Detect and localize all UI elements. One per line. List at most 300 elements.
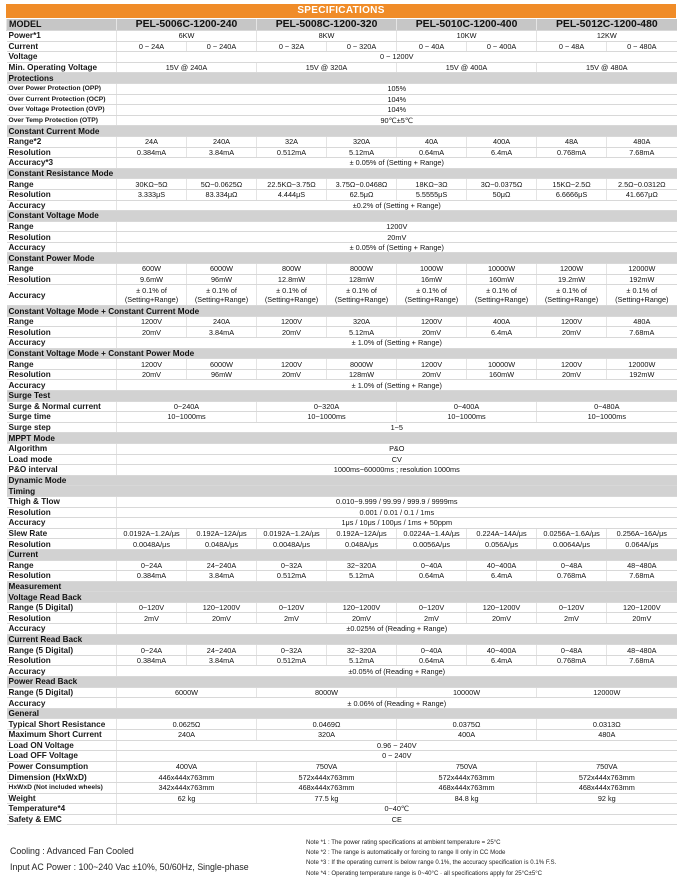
spec-value: 2.5Ω~0.0312Ω <box>607 179 677 190</box>
model-label: MODEL <box>7 19 117 31</box>
spec-value: 32~320A <box>327 645 397 656</box>
spec-label: Accuracy <box>7 200 117 211</box>
spec-value: 12000W <box>607 264 677 275</box>
spec-row <box>7 62 677 73</box>
spec-value: 160mW <box>467 274 537 285</box>
spec-value: 320A <box>327 316 397 327</box>
spec-row <box>7 698 677 709</box>
spec-value: 0 ~ 320A <box>327 41 397 52</box>
spec-value: 120~1200V <box>467 602 537 613</box>
spec-value: 0.192A~12A/μs <box>187 528 257 539</box>
spec-value: 446x444x763mm <box>117 772 257 783</box>
spec-value: 10000W <box>397 687 537 698</box>
spec-row <box>7 761 677 772</box>
spec-value: 5Ω~0.0625Ω <box>187 179 257 190</box>
spec-value: 0.0256A~1.6A/μs <box>537 528 607 539</box>
spec-label: Resolution <box>7 232 117 243</box>
spec-value: 3Ω~0.0375Ω <box>467 179 537 190</box>
spec-value: 20mV <box>537 369 607 380</box>
spec-value: 20mV <box>607 613 677 624</box>
spec-row <box>7 496 677 507</box>
spec-value: 10000W <box>467 264 537 275</box>
spec-value: ±0.05% of (Reading + Range) <box>117 666 677 677</box>
spec-value: 8000W <box>327 264 397 275</box>
spec-row <box>7 369 677 380</box>
spec-value: ± 0.1% of (Setting+Range) <box>537 285 607 306</box>
spec-value: 0~320A <box>257 401 397 412</box>
spec-value: 0 ~ 480A <box>607 41 677 52</box>
spec-value: 1000W <box>397 264 467 275</box>
spec-value: 16mW <box>397 274 467 285</box>
spec-value: 2mV <box>257 613 327 624</box>
spec-value: 1200V <box>537 316 607 327</box>
spec-label: Temperature*4 <box>7 804 117 815</box>
spec-body <box>7 19 677 825</box>
spec-value: 572x444x763mm <box>537 772 677 783</box>
spec-label: Range*2 <box>7 136 117 147</box>
section-title: Constant Voltage Mode <box>7 211 677 222</box>
spec-value: 4.444μS <box>257 189 327 200</box>
spec-value: 15V @ 240A <box>117 62 257 73</box>
spec-value: 10~1000ms <box>257 412 397 423</box>
spec-value: 1200V <box>257 316 327 327</box>
spec-label: Voltage <box>7 52 117 63</box>
spec-label: Min. Operating Voltage <box>7 62 117 73</box>
spec-value: 90℃±5℃ <box>117 115 677 126</box>
spec-value: 480A <box>607 316 677 327</box>
spec-value: 10~1000ms <box>117 412 257 423</box>
spec-label: Range (5 Digital) <box>7 687 117 698</box>
section-header-row <box>7 433 677 444</box>
spec-label: Over Current Protection (OCP) <box>7 94 117 105</box>
spec-value: 0.056A/μs <box>467 539 537 550</box>
section-header-row <box>7 634 677 645</box>
spec-value: 0~480A <box>537 401 677 412</box>
spec-row <box>7 264 677 275</box>
spec-value: 0~40A <box>397 560 467 571</box>
spec-value: 750VA <box>537 761 677 772</box>
spec-note: Note *1 : The power rating specifications at ambient temperature = 25°C <box>306 839 501 846</box>
spec-row <box>7 804 677 815</box>
spec-value: 96mW <box>187 274 257 285</box>
spec-value: 7.68mA <box>607 147 677 158</box>
spec-value: 9.6mW <box>117 274 187 285</box>
spec-label: Accuracy <box>7 338 117 349</box>
spec-row <box>7 136 677 147</box>
section-header-row <box>7 253 677 264</box>
spec-value: 572x444x763mm <box>257 772 397 783</box>
spec-value: 400A <box>467 316 537 327</box>
spec-label: Range <box>7 560 117 571</box>
spec-value: 120~1200V <box>607 602 677 613</box>
spec-row <box>7 105 677 116</box>
spec-value: 50μΩ <box>467 189 537 200</box>
spec-value: 20mV <box>257 369 327 380</box>
section-header-row <box>7 592 677 603</box>
spec-value: 192mW <box>607 274 677 285</box>
spec-value: 800W <box>257 264 327 275</box>
spec-value: 1200V <box>117 359 187 370</box>
spec-row <box>7 645 677 656</box>
spec-value: 400A <box>397 730 537 741</box>
section-title: Protections <box>7 73 677 84</box>
spec-label: Load mode <box>7 454 117 465</box>
section-header-row <box>7 708 677 719</box>
spec-value: 15V @ 320A <box>257 62 397 73</box>
spec-label: Power*1 <box>7 31 117 42</box>
spec-value: 0.010~9.999 / 99.99 / 999.9 / 9999ms <box>117 496 677 507</box>
spec-value: 104% <box>117 94 677 105</box>
spec-value: 0~32A <box>257 560 327 571</box>
spec-row <box>7 814 677 825</box>
spec-value: 320A <box>257 730 397 741</box>
spec-label: Range <box>7 221 117 232</box>
section-header-row <box>7 168 677 179</box>
spec-value: 32A <box>257 136 327 147</box>
spec-value: 5.12mA <box>327 655 397 666</box>
spec-value: 5.12mA <box>327 327 397 338</box>
spec-label: Resolution <box>7 327 117 338</box>
spec-value: 20mV <box>397 369 467 380</box>
spec-label: Range <box>7 179 117 190</box>
spec-label: Range (5 Digital) <box>7 602 117 613</box>
spec-value: 0~120V <box>537 602 607 613</box>
spec-value: 3.84mA <box>187 327 257 338</box>
spec-value: 6000W <box>187 264 257 275</box>
spec-value: 0.192A~12A/μs <box>327 528 397 539</box>
spec-value: 0.512mA <box>257 147 327 158</box>
spec-row <box>7 285 677 306</box>
spec-value: 468x444x763mm <box>537 782 677 793</box>
spec-value: ± 0.06% of (Reading + Range) <box>117 698 677 709</box>
spec-label: Over Power Protection (OPP) <box>7 83 117 94</box>
spec-value: 240A <box>187 316 257 327</box>
spec-label: Accuracy <box>7 624 117 635</box>
spec-row <box>7 380 677 391</box>
spec-label: Accuracy <box>7 380 117 391</box>
section-header-row <box>7 581 677 592</box>
spec-value: 1200V <box>397 316 467 327</box>
spec-value: 0~120V <box>397 602 467 613</box>
spec-value: 1200V <box>537 359 607 370</box>
spec-label: Current <box>7 41 117 52</box>
spec-value: 0~48A <box>537 645 607 656</box>
spec-value: 0 ~ 400A <box>467 41 537 52</box>
spec-value: 84.8 kg <box>397 793 537 804</box>
spec-label: Resolution <box>7 655 117 666</box>
spec-value: 12.8mW <box>257 274 327 285</box>
section-title: Current Read Back <box>7 634 677 645</box>
spec-value: 320A <box>327 136 397 147</box>
spec-row <box>7 41 677 52</box>
section-title: Constant Resistance Mode <box>7 168 677 179</box>
spec-value: 342x444x763mm <box>117 782 257 793</box>
spec-value: 10~1000ms <box>537 412 677 423</box>
spec-value: ± 0.05% of (Setting + Range) <box>117 242 677 253</box>
section-header-row <box>7 73 677 84</box>
spec-value: 400A <box>467 136 537 147</box>
spec-value: ± 0.1% of (Setting+Range) <box>327 285 397 306</box>
spec-value: 12000W <box>537 687 677 698</box>
model-header-row <box>7 19 677 31</box>
spec-value: 0.0375Ω <box>397 719 537 730</box>
spec-value: 0 ~ 240A <box>187 41 257 52</box>
specifications-table <box>6 19 677 825</box>
spec-row <box>7 740 677 751</box>
spec-row <box>7 52 677 63</box>
spec-value: 128mW <box>327 369 397 380</box>
spec-row <box>7 571 677 582</box>
spec-label: Resolution <box>7 274 117 285</box>
spec-row <box>7 31 677 42</box>
spec-label: Resolution <box>7 613 117 624</box>
spec-value: ± 1.0% of (Setting + Range) <box>117 338 677 349</box>
section-title: Constant Voltage Mode + Constant Power Mode <box>7 348 677 359</box>
spec-row <box>7 359 677 370</box>
spec-value: 8000W <box>257 687 397 698</box>
spec-value: 105% <box>117 83 677 94</box>
spec-value: 1μs / 10μs / 100μs / 1ms + 50ppm <box>117 518 677 529</box>
spec-value: 1200V <box>117 221 677 232</box>
section-header-row <box>7 306 677 317</box>
spec-value: 3.84mA <box>187 147 257 158</box>
spec-value: 30KΩ~5Ω <box>117 179 187 190</box>
input-power-info: Input AC Power : 100~240 Vac ±10%, 50/60Hz, Single-phase <box>10 862 249 872</box>
spec-label: Surge step <box>7 422 117 433</box>
spec-row <box>7 147 677 158</box>
spec-value: 0.0056A/μs <box>397 539 467 550</box>
spec-value: 20mV <box>187 613 257 624</box>
spec-value: ± 0.1% of (Setting+Range) <box>187 285 257 306</box>
spec-row <box>7 83 677 94</box>
spec-value: 7.68mA <box>607 327 677 338</box>
spec-value: 0.384mA <box>117 655 187 666</box>
section-title: Surge Test <box>7 391 677 402</box>
spec-value: 0.0064A/μs <box>537 539 607 550</box>
spec-value: 120~1200V <box>327 602 397 613</box>
spec-value: 20mV <box>117 232 677 243</box>
spec-row <box>7 518 677 529</box>
spec-row <box>7 687 677 698</box>
spec-value: 2mV <box>117 613 187 624</box>
spec-value: 62.5μΩ <box>327 189 397 200</box>
spec-value: 0 ~ 1200V <box>117 52 677 63</box>
spec-label: Resolution <box>7 147 117 158</box>
spec-value: 400VA <box>117 761 257 772</box>
spec-value: 32~320A <box>327 560 397 571</box>
spec-value: ± 0.1% of (Setting+Range) <box>467 285 537 306</box>
spec-value: 0.384mA <box>117 571 187 582</box>
spec-value: 0~120V <box>257 602 327 613</box>
spec-value: 20mV <box>467 613 537 624</box>
spec-value: 20mV <box>257 327 327 338</box>
section-title: Constant Voltage Mode + Constant Current Mode <box>7 306 677 317</box>
spec-label: Thigh & Tlow <box>7 496 117 507</box>
spec-label: Dimension (HxWxD) <box>7 772 117 783</box>
spec-value: 192mW <box>607 369 677 380</box>
spec-value: 83.334μΩ <box>187 189 257 200</box>
spec-value: 0.768mA <box>537 147 607 158</box>
spec-value: ± 0.1% of (Setting+Range) <box>607 285 677 306</box>
spec-row <box>7 412 677 423</box>
spec-value: 0.512mA <box>257 655 327 666</box>
spec-label: Maximum Short Current <box>7 730 117 741</box>
spec-value: 2mV <box>537 613 607 624</box>
spec-row <box>7 422 677 433</box>
spec-value: 0 ~ 240V <box>117 751 677 762</box>
spec-value: 572x444x763mm <box>397 772 537 783</box>
spec-value: 0~24A <box>117 560 187 571</box>
spec-value: 62 kg <box>117 793 257 804</box>
spec-value: 48A <box>537 136 607 147</box>
spec-value: 0.96 ~ 240V <box>117 740 677 751</box>
section-title: Dynamic Mode <box>7 475 677 486</box>
spec-value: 0.256A~16A/μs <box>607 528 677 539</box>
spec-label: Algorithm <box>7 443 117 454</box>
cooling-info: Cooling : Advanced Fan Cooled <box>10 846 134 856</box>
spec-row <box>7 624 677 635</box>
spec-row <box>7 232 677 243</box>
spec-value: 1~5 <box>117 422 677 433</box>
spec-value: 24~240A <box>187 645 257 656</box>
spec-row <box>7 719 677 730</box>
model-name: PEL-5008C-1200-320 <box>257 19 397 31</box>
spec-value: 41.667μΩ <box>607 189 677 200</box>
spec-value: CV <box>117 454 677 465</box>
spec-label: Power Consumption <box>7 761 117 772</box>
spec-note: Note *4 : Operating temperature range is 0~40°C · all specifications apply for 25°C±5°C <box>306 869 543 877</box>
spec-value: 10KW <box>397 31 537 42</box>
spec-value: 480A <box>607 136 677 147</box>
spec-label: Safety & EMC <box>7 814 117 825</box>
spec-value: 40~400A <box>467 645 537 656</box>
spec-note: Note *2 : The range is automatically or forcing to range II only in CC Mode <box>306 849 506 857</box>
spec-label: Resolution <box>7 571 117 582</box>
spec-value: 2mV <box>397 613 467 624</box>
spec-label: Resolution <box>7 539 117 550</box>
spec-row <box>7 443 677 454</box>
spec-label: Load OFF Voltage <box>7 751 117 762</box>
spec-value: 48~480A <box>607 560 677 571</box>
spec-notes <box>306 838 556 879</box>
spec-row <box>7 613 677 624</box>
spec-value: 480A <box>537 730 677 741</box>
spec-value: 20mV <box>117 369 187 380</box>
section-title: General <box>7 708 677 719</box>
spec-row <box>7 528 677 539</box>
spec-value: 1200V <box>117 316 187 327</box>
spec-row <box>7 338 677 349</box>
spec-value: 0.512mA <box>257 571 327 582</box>
section-header-row <box>7 475 677 486</box>
footer <box>6 838 676 880</box>
spec-value: 0 ~ 48A <box>537 41 607 52</box>
spec-value: 0.64mA <box>397 147 467 158</box>
spec-label: Accuracy <box>7 285 117 306</box>
spec-value: 92 kg <box>537 793 677 804</box>
spec-value: 0~32A <box>257 645 327 656</box>
spec-value: 0.768mA <box>537 655 607 666</box>
spec-value: 0~120V <box>117 602 187 613</box>
specifications-banner: SPECIFICATIONS <box>6 4 676 18</box>
spec-value: 0.001 / 0.01 / 0.1 / 1ms <box>117 507 677 518</box>
spec-value: 160mW <box>467 369 537 380</box>
spec-row <box>7 274 677 285</box>
spec-value: 0.048A/μs <box>187 539 257 550</box>
spec-value: 77.5 kg <box>257 793 397 804</box>
spec-value: 468x444x763mm <box>397 782 537 793</box>
spec-value: ± 0.1% of (Setting+Range) <box>117 285 187 306</box>
spec-row <box>7 221 677 232</box>
spec-value: 24A <box>117 136 187 147</box>
spec-value: 5.5555μS <box>397 189 467 200</box>
spec-value: 1000ms~60000ms ; resolution 1000ms <box>117 465 677 476</box>
spec-value: 20mV <box>537 327 607 338</box>
spec-row <box>7 560 677 571</box>
spec-row <box>7 655 677 666</box>
spec-label: Range <box>7 359 117 370</box>
spec-value: 0~40A <box>397 645 467 656</box>
spec-value: 24~240A <box>187 560 257 571</box>
spec-label: Range (5 Digital) <box>7 645 117 656</box>
section-title: Constant Current Mode <box>7 126 677 137</box>
spec-value: 0~240A <box>117 401 257 412</box>
spec-value: 5.12mA <box>327 571 397 582</box>
spec-label: Resolution <box>7 369 117 380</box>
spec-value: 0.0469Ω <box>257 719 397 730</box>
spec-value: 600W <box>117 264 187 275</box>
section-title: Power Read Back <box>7 677 677 688</box>
spec-value: 0.048A/μs <box>327 539 397 550</box>
section-header-row <box>7 677 677 688</box>
spec-value: 6000W <box>187 359 257 370</box>
spec-value: 0 ~ 24A <box>117 41 187 52</box>
spec-label: P&O interval <box>7 465 117 476</box>
spec-value: 0~24A <box>117 645 187 656</box>
spec-value: 10~1000ms <box>397 412 537 423</box>
spec-label: Over Voltage Protection (OVP) <box>7 105 117 116</box>
spec-value: 96mW <box>187 369 257 380</box>
spec-row <box>7 465 677 476</box>
spec-value: 0~40℃ <box>117 804 677 815</box>
spec-label: Accuracy*3 <box>7 158 117 169</box>
spec-row <box>7 200 677 211</box>
spec-value: ± 0.05% of (Setting + Range) <box>117 158 677 169</box>
spec-value: 40A <box>397 136 467 147</box>
spec-value: 0 ~ 40A <box>397 41 467 52</box>
spec-value: 20mV <box>117 327 187 338</box>
spec-value: 12000W <box>607 359 677 370</box>
spec-row <box>7 666 677 677</box>
spec-value: 19.2mW <box>537 274 607 285</box>
spec-label: Accuracy <box>7 666 117 677</box>
spec-label: Surge time <box>7 412 117 423</box>
spec-value: 0.0192A~1.2A/μs <box>257 528 327 539</box>
spec-row <box>7 539 677 550</box>
spec-value: 18KΩ~3Ω <box>397 179 467 190</box>
spec-value: 0~400A <box>397 401 537 412</box>
spec-value: 12KW <box>537 31 677 42</box>
spec-value: 240A <box>187 136 257 147</box>
spec-value: 0.768mA <box>537 571 607 582</box>
spec-value: 0 ~ 32A <box>257 41 327 52</box>
spec-row <box>7 751 677 762</box>
spec-value: P&O <box>117 443 677 454</box>
spec-value: 3.84mA <box>187 655 257 666</box>
spec-value: 22.5KΩ~3.75Ω <box>257 179 327 190</box>
spec-value: 5.12mA <box>327 147 397 158</box>
spec-value: 0~48A <box>537 560 607 571</box>
